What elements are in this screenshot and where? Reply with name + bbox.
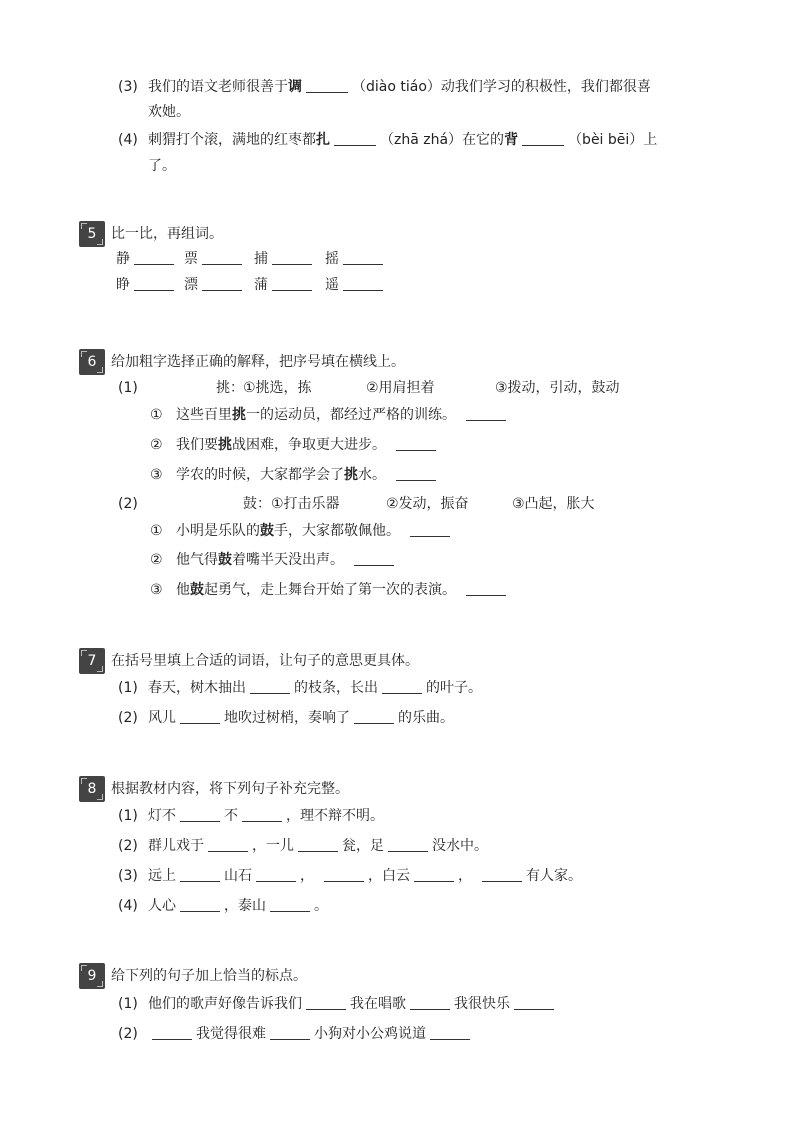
- bold-char: 鼓: [260, 523, 274, 539]
- q6-part1-char: 挑：: [216, 380, 244, 396]
- q4-item4-pinyin-1: （zhā zhá）: [380, 132, 463, 148]
- q4-item3-text: 我们的语文老师很善于: [148, 79, 288, 95]
- answer-blank[interactable]: [272, 276, 312, 291]
- question-number-badge: 7: [79, 648, 105, 674]
- q5-row-2: [0, 274, 794, 296]
- answer-blank[interactable]: [343, 276, 383, 291]
- q5-row-1: [0, 248, 794, 270]
- q5-char: 漂: [184, 277, 198, 293]
- question-number-badge: 6: [79, 349, 105, 375]
- answer-blank[interactable]: [466, 581, 506, 596]
- answer-blank[interactable]: [180, 867, 220, 882]
- q4-item3-pinyin: （diào tiáo）: [352, 79, 441, 95]
- q7-line-1: (1) 春天，树木抽出 的枝条，长出 的叶子。: [118, 680, 482, 696]
- answer-blank[interactable]: [256, 867, 296, 882]
- q6-part2-sentence-1: ① 小明是乐队的鼓手，大家都敬佩他。: [0, 520, 794, 542]
- q9-line-2: (2) 我觉得很难 小狗对小公鸡说道: [0, 1023, 794, 1045]
- q6-part2-definitions: (2) 鼓： ①打击乐器 ②发动，振奋 ③凸起，胀大: [0, 493, 794, 515]
- q5-title-line: [0, 223, 794, 245]
- q4-item4-line: (4) 刺猬打个滚，满地的红枣都扎 （zhā zhá）在它的背 （bèi bēi）上: [0, 129, 794, 151]
- answer-blank[interactable]: [354, 551, 394, 566]
- q4-item4-text: 刺猬打个滚，满地的红枣都: [148, 132, 316, 148]
- q7-title-line: [0, 650, 794, 672]
- bold-char: 挑: [344, 467, 358, 483]
- q7-title: 在括号里填上合适的词语，让句子的意思更具体。: [111, 653, 419, 669]
- answer-blank[interactable]: [134, 250, 174, 265]
- answer-blank[interactable]: [514, 995, 554, 1010]
- q5-char: 摇: [325, 251, 339, 267]
- q5-char: 捕: [254, 251, 268, 267]
- q4-item3-number: (3): [118, 79, 138, 95]
- bold-char: 挑: [232, 407, 246, 423]
- q5-char: 静: [116, 251, 130, 267]
- answer-blank[interactable]: [134, 276, 174, 291]
- answer-blank[interactable]: [410, 522, 450, 537]
- q8-line-3: (3) 远上 山石 ， ，白云 ， 有人家。: [118, 868, 582, 884]
- answer-blank[interactable]: [180, 709, 220, 724]
- answer-blank[interactable]: [396, 436, 436, 451]
- answer-blank[interactable]: [430, 1025, 470, 1040]
- q4-item4-pinyin-2: （bèi bēi）: [568, 132, 644, 148]
- answer-blank[interactable]: [250, 679, 290, 694]
- answer-blank[interactable]: [522, 131, 564, 146]
- bold-char: 挑: [218, 437, 232, 453]
- q4-item3-bold-char: 调: [288, 79, 302, 95]
- answer-blank[interactable]: [343, 250, 383, 265]
- question-number-badge: 9: [79, 963, 105, 989]
- answer-blank[interactable]: [270, 1025, 310, 1040]
- answer-blank[interactable]: [410, 995, 450, 1010]
- question-number-badge: 5: [79, 221, 105, 247]
- q6-part1-sentence-1: ① 这些百里挑一的运动员，都经过严格的训练。: [0, 404, 794, 426]
- answer-blank[interactable]: [242, 807, 282, 822]
- q9-title: 给下列的句子加上恰当的标点。: [111, 968, 307, 984]
- q5-char: 遥: [325, 277, 339, 293]
- q4-item4-bold-char-2: 背: [504, 132, 519, 148]
- q8-title-line: [0, 778, 794, 800]
- answer-blank[interactable]: [272, 250, 312, 265]
- answer-blank[interactable]: [388, 837, 428, 852]
- q6-title-line: [0, 351, 794, 373]
- q5-title: 比一比，再组词。: [111, 226, 223, 242]
- q8-line-2: (2) 群儿戏于 ，一儿 瓮，足 没水中。: [118, 838, 488, 854]
- q4-item4-number: (4): [118, 132, 138, 148]
- answer-blank[interactable]: [180, 807, 220, 822]
- q5-char: 票: [184, 251, 198, 267]
- q4-item4-continuation: 了。: [148, 158, 176, 174]
- q9-title-line: [0, 965, 794, 987]
- answer-blank[interactable]: [324, 867, 364, 882]
- q4-item3-text-post: 动我们学习的积极性，我们都很喜: [440, 79, 651, 95]
- q6-part2-sentence-3: ③ 他鼓起勇气，走上舞台开始了第一次的表演。: [0, 579, 794, 601]
- answer-blank[interactable]: [180, 897, 220, 912]
- q6-part2-sentence-2: ② 他气得鼓着嘴半天没出声。: [0, 549, 794, 571]
- answer-blank[interactable]: [396, 466, 436, 481]
- q5-char: 睁: [116, 277, 130, 293]
- answer-blank[interactable]: [152, 1025, 192, 1040]
- q9-line-1: (1) 他们的歌声好像告诉我们 我在唱歌 我很快乐: [0, 993, 794, 1015]
- q6-part1-sentence-2: ② 我们要挑战困难，争取更大进步。: [0, 434, 794, 456]
- q5-char: 蒲: [254, 277, 268, 293]
- q4-item3-continuation: 欢她。: [148, 104, 190, 120]
- bold-char: 鼓: [218, 552, 232, 568]
- q6-part1-definitions: (1) 挑： ①挑选，拣 ②用肩担着 ③拨动，引动，鼓动: [0, 377, 794, 399]
- answer-blank[interactable]: [334, 131, 376, 146]
- answer-blank[interactable]: [202, 250, 242, 265]
- answer-blank[interactable]: [208, 837, 248, 852]
- answer-blank[interactable]: [482, 867, 522, 882]
- answer-blank[interactable]: [382, 679, 422, 694]
- answer-blank[interactable]: [414, 867, 454, 882]
- q4-item4-bold-char-1: 扎: [316, 132, 330, 148]
- q6-part1-sentence-3: ③ 学农的时候，大家都学会了挑水。: [0, 464, 794, 486]
- answer-blank[interactable]: [354, 709, 394, 724]
- q8-title: 根据教材内容，将下列句子补充完整。: [111, 781, 349, 797]
- q8-line-4: (4) 人心 ，泰山 。: [118, 898, 328, 914]
- q6-title: 给加粗字选择正确的解释，把序号填在横线上。: [111, 354, 405, 370]
- answer-blank[interactable]: [466, 406, 506, 421]
- answer-blank[interactable]: [202, 276, 242, 291]
- answer-blank[interactable]: [298, 837, 338, 852]
- answer-blank[interactable]: [270, 897, 310, 912]
- bold-char: 鼓: [190, 582, 204, 598]
- answer-blank[interactable]: [306, 78, 348, 93]
- q8-line-1: (1) 灯不 不 ，理不辩不明。: [118, 808, 384, 824]
- answer-blank[interactable]: [306, 995, 346, 1010]
- q6-part2-char: 鼓：: [243, 496, 271, 512]
- question-number-badge: 8: [79, 776, 105, 802]
- q4-item3-line: [0, 76, 794, 98]
- q7-line-2: (2) 风儿 地吹过树梢，奏响了 的乐曲。: [118, 710, 454, 726]
